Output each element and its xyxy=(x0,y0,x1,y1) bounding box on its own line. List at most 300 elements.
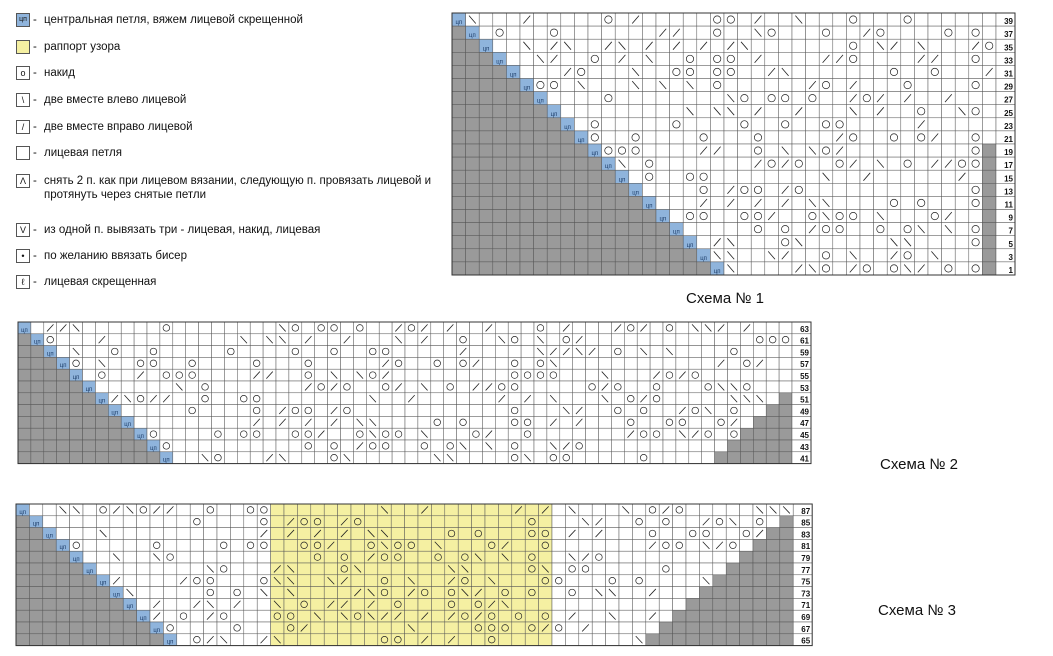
chart-cell xyxy=(263,357,276,369)
chart-cell xyxy=(982,262,996,275)
chart-cell xyxy=(766,428,779,440)
chart-cell xyxy=(525,504,538,516)
chart-cell xyxy=(779,381,792,393)
central-stitch-label: цп xyxy=(673,229,680,236)
chart-cell xyxy=(506,118,520,131)
chart-cell xyxy=(955,144,969,157)
chart-cell xyxy=(588,39,602,52)
chart-cell xyxy=(676,334,689,346)
chart-cell xyxy=(452,92,466,105)
chart-cell xyxy=(629,92,643,105)
chart-cell xyxy=(792,92,806,105)
chart-cell xyxy=(766,516,779,528)
chart-cell xyxy=(324,516,337,528)
chart-cell xyxy=(765,131,779,144)
chart-cell xyxy=(163,598,176,610)
chart-cell xyxy=(552,622,565,634)
chart-cell xyxy=(778,262,792,275)
central-stitch-label: цп xyxy=(46,351,54,358)
chart-cell xyxy=(70,563,83,575)
schema-3-caption: Схема № 3 xyxy=(878,602,956,619)
chart-cell xyxy=(942,144,956,157)
chart-cell xyxy=(574,105,588,118)
chart-cell xyxy=(738,196,752,209)
chart-cell xyxy=(392,357,405,369)
chart-cell xyxy=(534,249,548,262)
chart-cell xyxy=(108,322,121,334)
chart-cell xyxy=(525,551,538,563)
chart-cell xyxy=(457,416,470,428)
chart-cell xyxy=(378,575,391,587)
chart-cell xyxy=(263,381,276,393)
chart-cell xyxy=(204,528,217,540)
chart-cell xyxy=(806,118,820,131)
chart-cell xyxy=(173,393,186,405)
chart-cell xyxy=(217,504,230,516)
chart-cell xyxy=(689,381,702,393)
row-number: 51 xyxy=(800,395,809,405)
chart-cell xyxy=(366,322,379,334)
chart-cell xyxy=(466,170,480,183)
chart-cell xyxy=(632,528,645,540)
chart-cell xyxy=(560,334,573,346)
chart-cell xyxy=(715,440,728,452)
chart-cell xyxy=(137,622,150,634)
chart-cell xyxy=(110,528,123,540)
chart-cell xyxy=(482,346,495,358)
chart-cell xyxy=(874,79,888,92)
chart-cell xyxy=(779,346,792,358)
chart-cell xyxy=(392,369,405,381)
chart-cell xyxy=(779,357,792,369)
chart-cell xyxy=(289,381,302,393)
chart-cell xyxy=(765,157,779,170)
chart-cell xyxy=(16,598,29,610)
chart-cell xyxy=(230,539,243,551)
chart-cell xyxy=(928,183,942,196)
chart-cell xyxy=(606,575,619,587)
chart-cell xyxy=(740,610,753,622)
chart-cell xyxy=(405,405,418,417)
chart-cell xyxy=(302,393,315,405)
chart-cell xyxy=(656,39,670,52)
chart-cell xyxy=(629,118,643,131)
row-number: 21 xyxy=(1004,135,1013,144)
chart-cell xyxy=(466,39,480,52)
chart-cell xyxy=(710,52,724,65)
chart-cell xyxy=(552,563,565,575)
chart-cell xyxy=(846,65,860,78)
chart-cell xyxy=(302,440,315,452)
chart-cell xyxy=(860,105,874,118)
chart-cell xyxy=(561,79,575,92)
chart-cell xyxy=(632,598,645,610)
chart-cell xyxy=(874,183,888,196)
chart-cell xyxy=(670,262,684,275)
chart-cell xyxy=(163,622,176,634)
chart-cell xyxy=(137,551,150,563)
chart-cell xyxy=(588,236,602,249)
chart-cell xyxy=(715,346,728,358)
chart-cell xyxy=(315,322,328,334)
chart-cell xyxy=(819,183,833,196)
chart-cell xyxy=(819,236,833,249)
chart-cell xyxy=(901,131,915,144)
chart-cell xyxy=(83,405,96,417)
chart-cell xyxy=(699,551,712,563)
chart-cell xyxy=(726,563,739,575)
chart-cell xyxy=(70,516,83,528)
chart-cell xyxy=(806,26,820,39)
chart-cell xyxy=(602,131,616,144)
chart-cell xyxy=(615,223,629,236)
chart-cell xyxy=(257,622,270,634)
chart-cell xyxy=(766,634,779,646)
chart-cell xyxy=(928,210,942,223)
chart-cell xyxy=(753,369,766,381)
legend-text: центральная петля, вяжем лицевой скрещенной xyxy=(44,14,303,26)
chart-cell xyxy=(539,598,552,610)
chart-cell xyxy=(217,622,230,634)
chart-cell xyxy=(686,551,699,563)
chart-cell xyxy=(479,131,493,144)
chart-cell xyxy=(740,504,753,516)
chart-cell xyxy=(289,357,302,369)
chart-cell xyxy=(928,262,942,275)
chart-cell xyxy=(353,346,366,358)
chart-cell xyxy=(887,92,901,105)
chart-cell xyxy=(753,452,766,464)
chart-cell xyxy=(391,598,404,610)
chart-cell xyxy=(311,504,324,516)
chart-cell xyxy=(710,196,724,209)
chart-cell xyxy=(780,516,793,528)
chart-cell xyxy=(753,428,766,440)
chart-cell xyxy=(586,357,599,369)
chart-cell xyxy=(588,157,602,170)
chart-cell xyxy=(457,405,470,417)
chart-cell xyxy=(611,393,624,405)
chart-cell xyxy=(341,440,354,452)
chart-cell xyxy=(70,610,83,622)
chart-cell xyxy=(431,369,444,381)
chart-cell xyxy=(452,79,466,92)
chart-cell xyxy=(351,634,364,646)
chart-cell xyxy=(493,223,507,236)
chart-cell xyxy=(445,587,458,599)
chart-cell xyxy=(673,575,686,587)
chart-cell xyxy=(431,504,444,516)
chart-cell xyxy=(874,131,888,144)
chart-cell xyxy=(673,516,686,528)
chart-cell xyxy=(485,504,498,516)
chart-cell xyxy=(686,504,699,516)
chart-cell xyxy=(186,452,199,464)
chart-cell xyxy=(629,157,643,170)
chart-cell xyxy=(217,551,230,563)
chart-cell xyxy=(588,131,602,144)
chart-cell xyxy=(713,551,726,563)
chart-cell xyxy=(792,131,806,144)
chart-cell xyxy=(766,598,779,610)
chart-cell xyxy=(224,369,237,381)
chart-cell xyxy=(579,563,592,575)
chart-cell xyxy=(579,587,592,599)
chart-cell xyxy=(942,13,956,26)
chart-cell xyxy=(656,131,670,144)
chart-cell xyxy=(779,416,792,428)
chart-cell xyxy=(901,157,915,170)
chart-cell xyxy=(338,622,351,634)
chart-cell xyxy=(656,183,670,196)
central-stitch-label: цп xyxy=(469,33,476,40)
chart-cell xyxy=(134,381,147,393)
chart-cell xyxy=(740,369,753,381)
chart-cell xyxy=(351,610,364,622)
chart-cell xyxy=(565,587,578,599)
chart-cell xyxy=(466,210,480,223)
chart-cell xyxy=(379,405,392,417)
chart-cell xyxy=(44,357,57,369)
chart-cell xyxy=(405,357,418,369)
chart-cell xyxy=(534,144,548,157)
chart-cell xyxy=(552,587,565,599)
chart-cell xyxy=(452,210,466,223)
chart-cell xyxy=(508,357,521,369)
chart-cell xyxy=(778,131,792,144)
chart-cell xyxy=(766,405,779,417)
chart-cell xyxy=(602,183,616,196)
central-stitch-label: цп xyxy=(713,269,721,275)
chart-cell xyxy=(96,622,109,634)
chart-cell xyxy=(458,598,471,610)
chart-cell xyxy=(534,157,548,170)
row-number: 57 xyxy=(800,360,809,370)
chart-cell xyxy=(163,528,176,540)
chart-cell xyxy=(588,65,602,78)
chart-cell xyxy=(901,26,915,39)
chart-cell xyxy=(472,563,485,575)
chart-cell xyxy=(547,262,561,275)
chart-cell xyxy=(547,369,560,381)
chart-cell xyxy=(602,144,616,157)
chart-cell xyxy=(43,634,56,646)
chart-cell xyxy=(955,196,969,209)
chart-cell xyxy=(728,440,741,452)
chart-cell xyxy=(466,157,480,170)
chart-cell xyxy=(624,416,637,428)
chart-cell xyxy=(123,575,136,587)
chart-cell xyxy=(699,563,712,575)
chart-cell xyxy=(740,405,753,417)
chart-cell xyxy=(445,516,458,528)
chart-cell xyxy=(479,13,493,26)
chart-cell xyxy=(338,504,351,516)
chart-cell xyxy=(637,416,650,428)
row-number: 53 xyxy=(800,383,809,393)
chart-cell xyxy=(547,223,561,236)
chart-cell xyxy=(766,587,779,599)
chart-cell xyxy=(284,634,297,646)
chart-cell xyxy=(315,334,328,346)
chart-cell xyxy=(632,622,645,634)
chart-cell xyxy=(431,516,444,528)
chart-cell xyxy=(458,539,471,551)
chart-cell xyxy=(472,528,485,540)
chart-cell xyxy=(560,452,573,464)
chart-cell xyxy=(751,210,765,223)
chart-cell xyxy=(715,416,728,428)
central-stitch-label: цп xyxy=(19,509,27,516)
row-number: 7 xyxy=(1008,226,1013,236)
chart-cell xyxy=(534,79,548,92)
chart-cell xyxy=(642,92,656,105)
chart-cell xyxy=(121,334,134,346)
chart-cell xyxy=(341,381,354,393)
chart-cell xyxy=(738,92,752,105)
chart-cell xyxy=(70,634,83,646)
chart-cell xyxy=(276,357,289,369)
chart-cell xyxy=(887,157,901,170)
chart-cell xyxy=(212,381,225,393)
chart-cell xyxy=(520,262,534,275)
chart-cell xyxy=(121,346,134,358)
chart-cell xyxy=(592,504,605,516)
chart-cell xyxy=(724,79,738,92)
chart-cell xyxy=(629,170,643,183)
chart-cell xyxy=(452,183,466,196)
chart-cell xyxy=(728,334,741,346)
chart-cell xyxy=(740,440,753,452)
chart-cell xyxy=(302,357,315,369)
chart-cell xyxy=(646,551,659,563)
chart-cell xyxy=(819,26,833,39)
chart-cell xyxy=(70,440,83,452)
chart-cell xyxy=(31,381,44,393)
chart-cell xyxy=(780,610,793,622)
chart-cell xyxy=(659,575,672,587)
chart-cell xyxy=(780,528,793,540)
chart-cell xyxy=(751,118,765,131)
chart-cell xyxy=(728,357,741,369)
chart-cell xyxy=(766,539,779,551)
chart-cell xyxy=(493,79,507,92)
chart-cell xyxy=(686,539,699,551)
chart-cell xyxy=(353,405,366,417)
row-number: 71 xyxy=(801,601,811,611)
chart-schema-2 xyxy=(18,322,811,464)
chart-cell xyxy=(778,210,792,223)
chart-cell xyxy=(379,346,392,358)
chart-cell xyxy=(391,622,404,634)
chart-cell xyxy=(458,575,471,587)
chart-cell xyxy=(147,405,160,417)
chart-cell xyxy=(29,551,42,563)
chart-cell xyxy=(874,170,888,183)
chart-cell xyxy=(341,369,354,381)
chart-cell xyxy=(574,65,588,78)
chart-cell xyxy=(982,39,996,52)
chart-cell xyxy=(379,381,392,393)
chart-cell xyxy=(928,144,942,157)
chart-cell xyxy=(656,13,670,26)
chart-cell xyxy=(244,528,257,540)
chart-cell xyxy=(391,528,404,540)
chart-cell xyxy=(632,610,645,622)
chart-cell xyxy=(199,428,212,440)
chart-cell xyxy=(315,452,328,464)
chart-cell xyxy=(615,92,629,105)
chart-cell xyxy=(495,452,508,464)
chart-cell xyxy=(565,575,578,587)
central-stitch-label: цп xyxy=(59,363,67,370)
chart-cell xyxy=(493,249,507,262)
chart-cell xyxy=(452,39,466,52)
chart-cell xyxy=(70,528,83,540)
chart-cell xyxy=(199,393,212,405)
chart-cell xyxy=(324,610,337,622)
chart-cell xyxy=(574,118,588,131)
central-stitch-label: цп xyxy=(645,203,653,210)
chart-cell xyxy=(751,236,765,249)
chart-cell xyxy=(44,334,57,346)
chart-cell xyxy=(615,196,629,209)
chart-cell xyxy=(534,393,547,405)
chart-cell xyxy=(147,452,160,464)
chart-cell xyxy=(683,183,697,196)
chart-cell xyxy=(579,528,592,540)
chart-cell xyxy=(955,39,969,52)
row-number: 11 xyxy=(1004,200,1013,210)
chart-cell xyxy=(224,334,237,346)
chart-cell xyxy=(592,622,605,634)
chart-cell xyxy=(599,346,612,358)
chart-cell xyxy=(70,539,83,551)
chart-cell xyxy=(257,504,270,516)
chart-cell xyxy=(493,13,507,26)
chart-cell xyxy=(724,52,738,65)
chart-cell xyxy=(458,504,471,516)
chart-cell xyxy=(766,393,779,405)
chart-cell xyxy=(391,563,404,575)
chart-cell xyxy=(493,65,507,78)
chart-cell xyxy=(163,575,176,587)
chart-cell xyxy=(887,52,901,65)
chart-cell xyxy=(405,504,418,516)
chart-cell xyxy=(392,346,405,358)
chart-cell xyxy=(751,65,765,78)
chart-cell xyxy=(724,26,738,39)
chart-cell xyxy=(177,634,190,646)
chart-cell xyxy=(697,183,711,196)
chart-cell xyxy=(43,504,56,516)
chart-cell xyxy=(315,416,328,428)
chart-cell xyxy=(624,369,637,381)
chart-cell xyxy=(663,381,676,393)
chart-cell xyxy=(485,563,498,575)
chart-cell xyxy=(95,405,108,417)
chart-cell xyxy=(250,322,263,334)
chart-cell xyxy=(311,622,324,634)
chart-cell xyxy=(525,622,538,634)
chart-cell xyxy=(539,610,552,622)
chart-cell xyxy=(699,610,712,622)
chart-cell xyxy=(466,196,480,209)
chart-cell xyxy=(547,196,561,209)
chart-cell xyxy=(244,539,257,551)
chart-cell xyxy=(740,428,753,440)
chart-cell xyxy=(611,452,624,464)
